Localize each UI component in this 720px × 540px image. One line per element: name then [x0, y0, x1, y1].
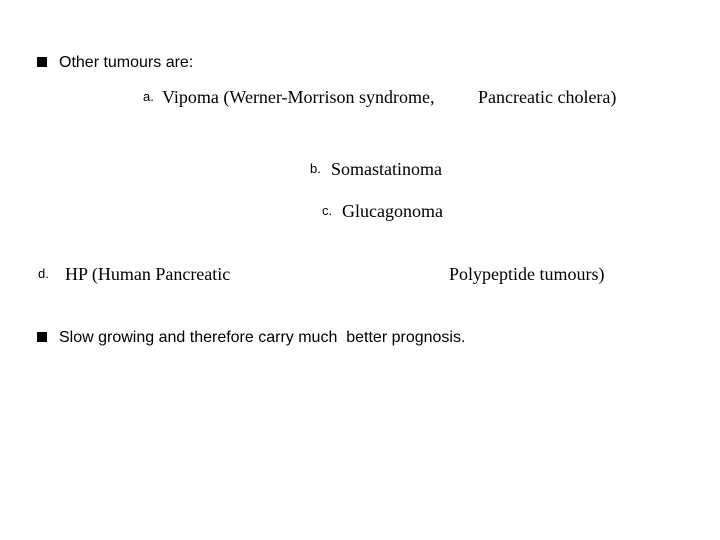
- bullet-text: Slow growing and therefore carry much better prognosis.: [59, 329, 466, 346]
- item-marker-c: c.: [322, 203, 333, 218]
- bullet-square-icon: [37, 332, 47, 342]
- item-b-text: Somastatinoma: [331, 159, 442, 179]
- item-a-text-continued: Pancreatic cholera): [478, 87, 617, 107]
- item-a-text: Vipoma (Werner-Morrison syndrome,: [162, 87, 435, 107]
- item-marker-b: b.: [310, 161, 321, 176]
- item-d-text: HP (Human Pancreatic: [65, 264, 231, 284]
- item-d-text-continued: Polypeptide tumours): [449, 264, 605, 284]
- bullet-text: Other tumours are:: [59, 54, 194, 71]
- item-c-text: Glucagonoma: [342, 201, 443, 221]
- bullet-square-icon: [37, 57, 47, 67]
- item-marker-d: d.: [38, 266, 49, 281]
- item-marker-a: a.: [143, 89, 154, 104]
